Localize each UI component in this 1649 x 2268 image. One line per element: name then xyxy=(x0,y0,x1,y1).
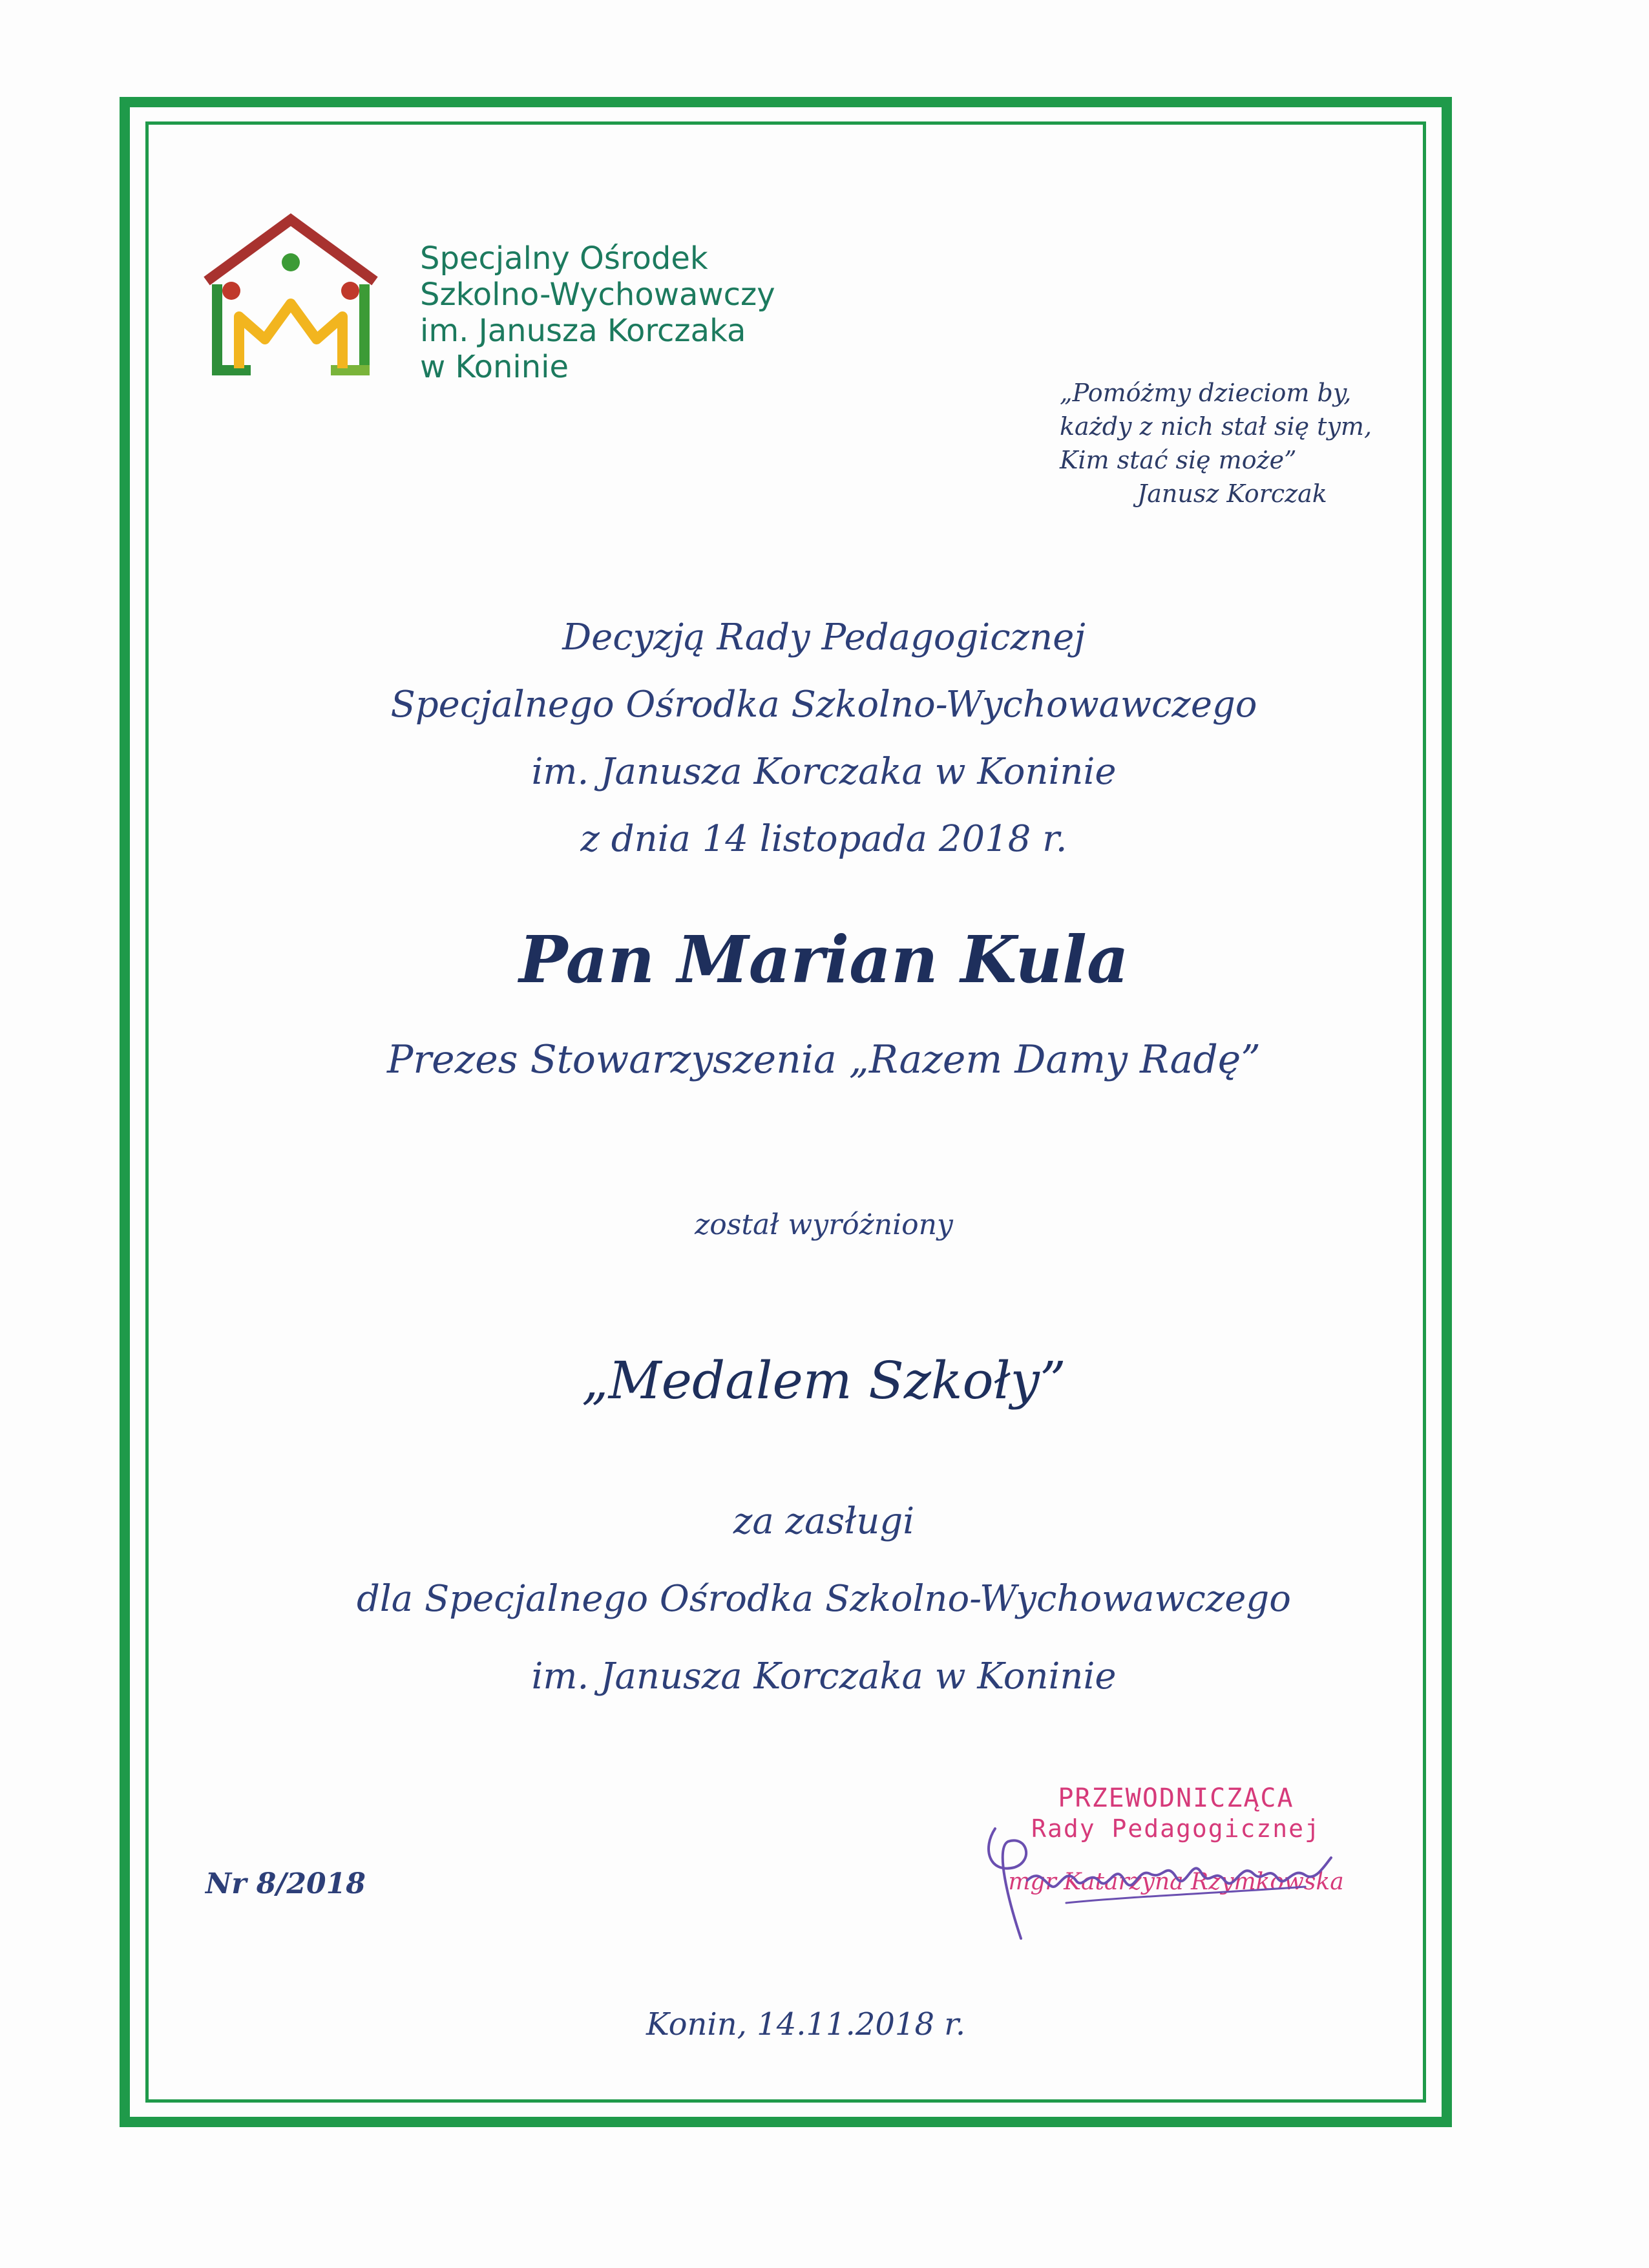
merit-block xyxy=(145,1483,1502,1716)
decision-line: Specjalnego Ośrodka Szkolno-Wychowawczego xyxy=(390,684,1257,726)
motto-line: każdy z nich stał się tym, xyxy=(1060,412,1372,441)
stamp-person: mgr Katarzyna Rzymkowska xyxy=(1008,1869,1344,1895)
merit-line: za zasługi xyxy=(733,1500,915,1542)
merit-line: dla Specjalnego Ośrodka Szkolno-Wychowawczego xyxy=(357,1578,1291,1620)
decision-line: Decyzją Rady Pedagogicznej xyxy=(562,616,1086,658)
stamp-title: PRZEWODNICZĄCA xyxy=(1058,1783,1294,1813)
recipient-role: Prezes Stowarzyszenia „Razem Damy Radę” xyxy=(387,1037,1261,1082)
signature-icon xyxy=(969,1790,1370,1958)
medal-title: „Medalem Szkoły” xyxy=(582,1350,1066,1411)
awarded-text: został wyróżniony xyxy=(695,1208,953,1241)
place-date: Konin, 14.11.2018 r. xyxy=(646,2006,966,2042)
org-line: Specjalny Ośrodek xyxy=(420,240,708,277)
org-line: im. Janusza Korczaka xyxy=(420,313,746,349)
stamp-subtitle: Rady Pedagogicznej xyxy=(1031,1814,1321,1843)
merit-line: im. Janusza Korczaka w Koninie xyxy=(531,1655,1117,1697)
decision-line: z dnia 14 listopada 2018 r. xyxy=(580,818,1067,860)
school-logo-icon xyxy=(194,207,388,381)
decision-line: im. Janusza Korczaka w Koninie xyxy=(531,751,1117,793)
motto-quote xyxy=(1060,376,1396,510)
recipient-name: Pan Marian Kula xyxy=(519,921,1129,998)
org-line: w Koninie xyxy=(420,349,569,385)
org-line: Szkolno-Wychowawczy xyxy=(420,277,775,313)
decision-block xyxy=(145,604,1502,873)
organization-name xyxy=(420,240,872,385)
motto-line: Kim stać się może” xyxy=(1060,446,1297,474)
motto-line: „Pomóżmy dzieciom by, xyxy=(1060,379,1352,407)
certificate-number: Nr 8/2018 xyxy=(205,1867,366,1900)
motto-author: Janusz Korczak xyxy=(1137,479,1327,508)
